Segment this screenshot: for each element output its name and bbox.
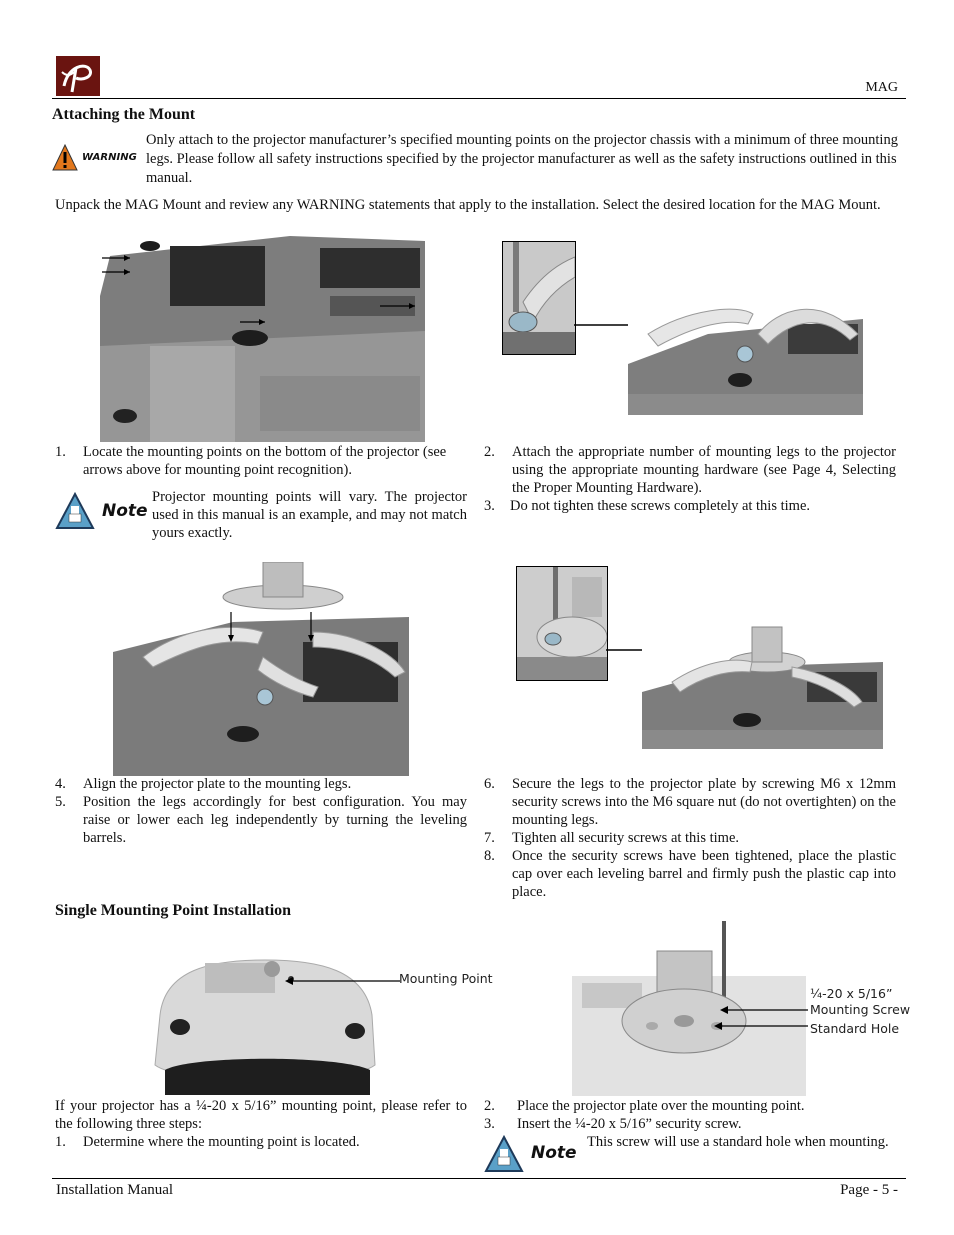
footer-rule — [52, 1178, 906, 1179]
warning-text: Only attach to the projector manufacturer’s specified mounting points on the projector chassis with a minimum of three mounting legs. Please follow all safety instructions specified by the projector manufacturer as well as the safety instructions outlined in this manual. — [146, 132, 898, 186]
screw-leader — [720, 1004, 808, 1016]
step-text: Position the legs accordingly for best configuration. You may raise or lower each leg independently by turning the leveling barrels. — [83, 794, 467, 846]
note-label: Note — [102, 501, 148, 521]
step-number: 5. — [55, 794, 66, 810]
photo-plate-secured — [642, 622, 883, 749]
step-text: Determine where the mounting point is located. — [83, 1134, 360, 1150]
photo-inset-security-screw — [516, 566, 608, 681]
step-number: 1. — [55, 444, 66, 460]
warning-icon — [52, 144, 78, 174]
step-number: 3. — [484, 1116, 495, 1132]
mounting-point-leader — [285, 975, 400, 987]
list-item-step-6 — [484, 775, 896, 829]
step-number: 8. — [484, 848, 495, 864]
header-rule — [52, 98, 906, 99]
step-text: Secure the legs to the projector plate by screwing M6 x 12mm security screws into the M6 square nut (do not overtighten) on the mounting legs. — [512, 776, 896, 828]
section-heading-attaching: Attaching the Mount — [52, 106, 196, 123]
step-text: Do not tighten these screws completely at this time. — [510, 498, 811, 514]
step-number: 3. — [484, 498, 495, 514]
photo-projector-underside — [100, 236, 425, 442]
step-text: Place the projector plate over the mounting point. — [517, 1098, 805, 1114]
list-item-step-2 — [484, 443, 896, 497]
note-text: Projector mounting points will vary. The projector used in this manual is an example, and may not match yours exactly. — [152, 489, 467, 541]
note-icon — [55, 492, 95, 530]
step-number: 4. — [55, 776, 66, 792]
step-number: 2. — [484, 444, 495, 460]
list-item-single-step-1 — [55, 1133, 467, 1151]
list-item-single-step-3 — [484, 1115, 896, 1133]
step-text: Tighten all security screws at this time. — [512, 830, 740, 846]
hole-leader — [714, 1020, 808, 1032]
list-item-step-7 — [484, 829, 896, 847]
step-number: 1. — [55, 1134, 66, 1150]
photo-plate-align — [113, 562, 409, 776]
list-item-step-8 — [484, 847, 896, 901]
step-number: 6. — [484, 776, 495, 792]
list-item-single-step-2 — [484, 1097, 896, 1115]
step-number: 7. — [484, 830, 495, 846]
step-text: Once the security screws have been tightened, place the plastic cap over each leveling barrel and firmly push the plastic cap into place. — [512, 848, 896, 900]
callout-standard-hole: Standard Hole — [810, 1021, 900, 1036]
intro-paragraph: Unpack the MAG Mount and review any WARNING statements that apply to the installation. Select the desired location for the MAG Mount. — [55, 197, 881, 213]
list-item-step-1 — [55, 443, 467, 479]
photo-legs-attached — [628, 294, 863, 415]
note-icon — [484, 1135, 524, 1173]
note-text: This screw will use a standard hole when mounting. — [587, 1134, 889, 1150]
footer-title: Installation Manual — [56, 1182, 174, 1198]
list-item-step-5 — [55, 793, 467, 847]
step-text: Insert the ¼-20 x 5/16” security screw. — [517, 1116, 742, 1132]
company-logo — [56, 56, 100, 96]
list-item-step-4 — [55, 775, 467, 793]
photo-inset-screw-detail — [502, 241, 576, 355]
header-product: MAG — [865, 80, 898, 95]
step-number: 2. — [484, 1098, 495, 1114]
section-heading-single-mount: Single Mounting Point Installation — [55, 902, 292, 919]
step-text: Align the projector plate to the mounting legs. — [83, 776, 352, 792]
callout-mounting-point: Mounting Point — [399, 971, 493, 986]
step-text: Locate the mounting points on the bottom of the projector (see arrows above for mounting point recognition). — [83, 444, 447, 478]
callout-screw-size: ¼-20 x 5/16” — [810, 986, 893, 1001]
step-text: Attach the appropriate number of mounting legs to the projector using the appropriate mounting hardware (see Page 4, Selecting the Proper Mounting Hardware). — [512, 444, 896, 496]
note-label: Note — [531, 1143, 577, 1163]
single-mount-intro: If your projector has a ¼-20 x 5/16” mounting point, please refer to the following three steps: — [55, 1098, 467, 1132]
footer-page-number: Page - 5 - — [840, 1182, 898, 1198]
callout-mounting-screw: Mounting Screw — [810, 1002, 911, 1017]
warning-label: WARNING — [82, 152, 137, 163]
list-item-step-3 — [484, 497, 896, 515]
